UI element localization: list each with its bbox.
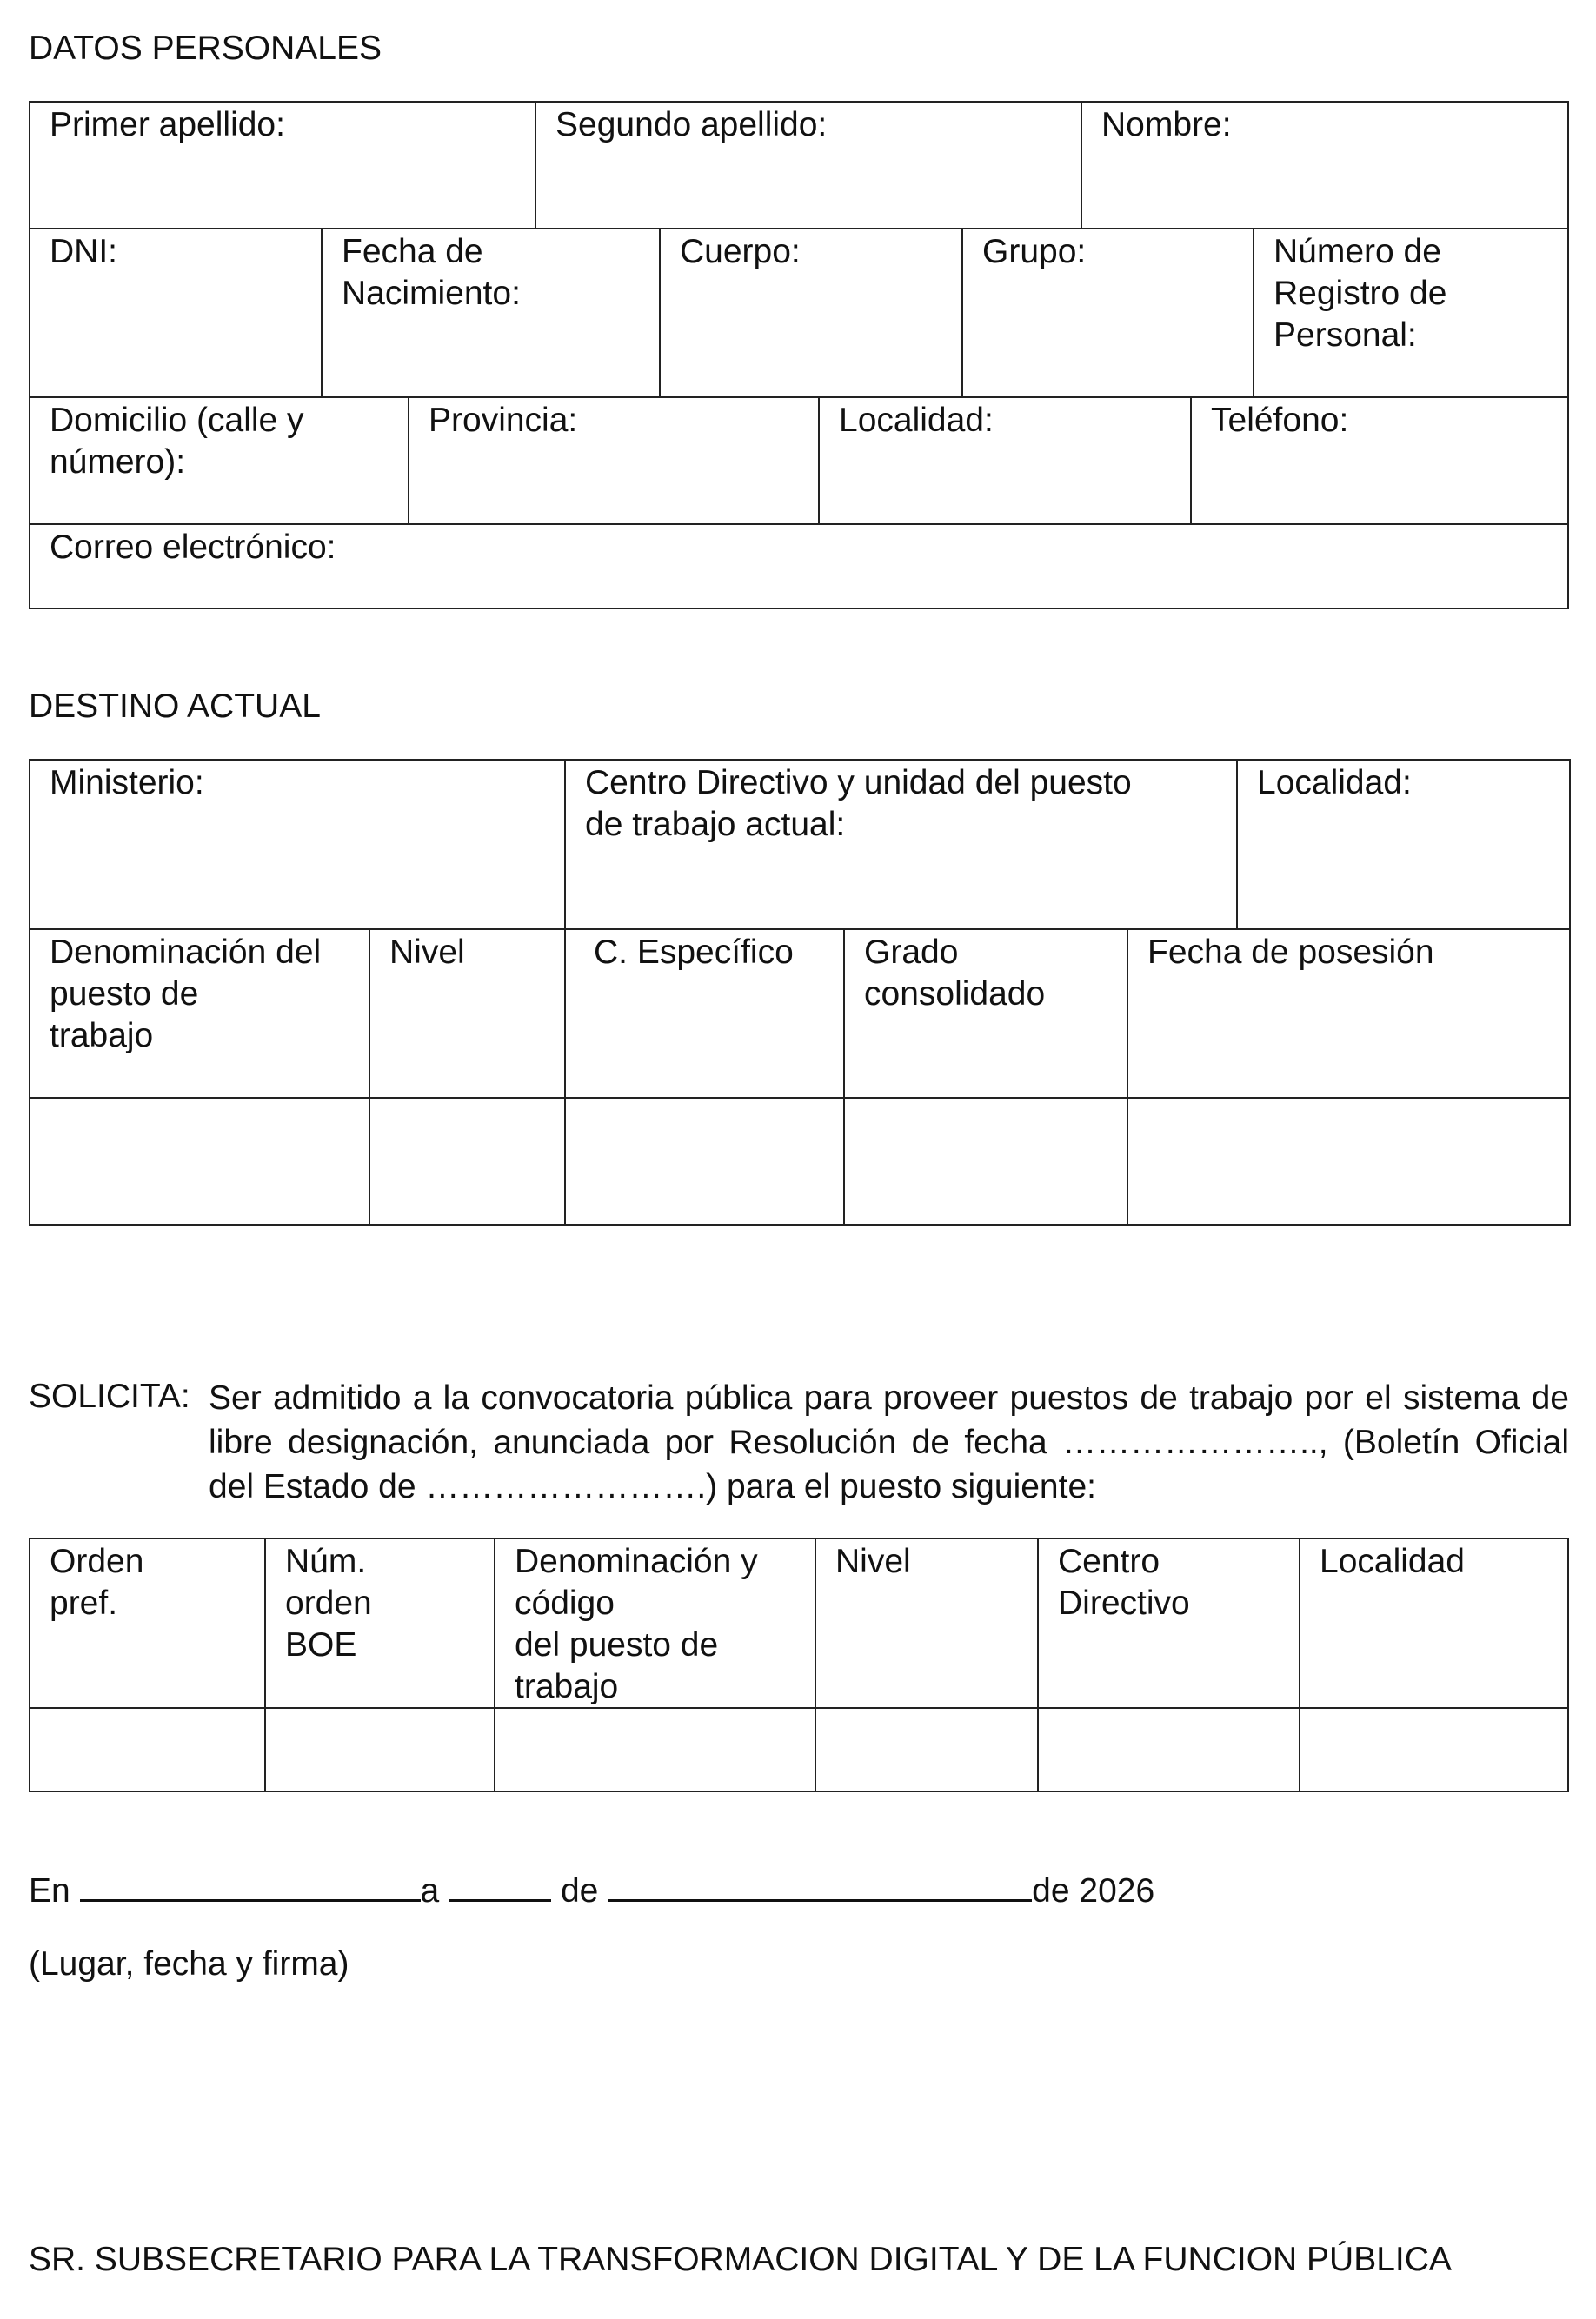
col-denominacion-codigo: Denominación y código del puesto de trabajo [515, 1543, 758, 1705]
solicita-text: Ser admitido a la convocatoria pública para proveer puestos de trabajo por el sistema de libre designación, anunciada por Resolución de fecha ………………….., (Boletín Oficial del Estado de …………………….) para el puesto siguiente: [209, 1379, 1569, 1505]
col-denominacion-puesto: Denominación del puesto de trabajo [50, 934, 322, 1054]
field-ministerio: Ministerio: [50, 764, 204, 801]
blank-mes [608, 1864, 1032, 1902]
field-numero-registro-personal: Número de Registro de Personal: [1273, 233, 1447, 354]
col-nivel: Nivel [389, 934, 465, 971]
field-telefono: Teléfono: [1211, 402, 1349, 439]
field-nombre: Nombre: [1101, 106, 1232, 143]
col-centro-directivo: Centro Directivo [1058, 1543, 1190, 1622]
blank-dia [449, 1864, 551, 1902]
blank-lugar [80, 1864, 421, 1902]
field-domicilio: Domicilio (calle y número): [50, 402, 304, 481]
col-c-especifico: C. Específico [594, 934, 794, 971]
col-fecha-posesion: Fecha de posesión [1147, 934, 1434, 971]
firma-caption: (Lugar, fecha y firma) [29, 1945, 349, 1983]
field-grupo: Grupo: [982, 233, 1087, 270]
firma-en: En [29, 1872, 70, 1910]
firma-a: a [420, 1872, 440, 1910]
field-fecha-nacimiento: Fecha de Nacimiento: [342, 233, 521, 312]
firma-de: de [560, 1872, 599, 1910]
field-primer-apellido: Primer apellido: [50, 106, 285, 143]
col-orden-pref: Orden pref. [50, 1543, 144, 1622]
place-date-line [29, 1864, 1154, 1912]
addressee: SR. SUBSECRETARIO PARA LA TRANSFORMACION DIGITAL Y DE LA FUNCION PÚBLICA [29, 2241, 1452, 2278]
field-localidad-destino: Localidad: [1257, 764, 1412, 801]
field-centro-directivo: Centro Directivo y unidad del puesto de trabajo actual: [585, 764, 1132, 843]
col-localidad-puesto: Localidad [1320, 1543, 1465, 1580]
section-heading-datos-personales: DATOS PERSONALES [29, 30, 382, 67]
field-correo-electronico: Correo electrónico: [50, 528, 336, 566]
field-dni: DNI: [50, 233, 117, 270]
col-nivel-puesto: Nivel [835, 1543, 911, 1580]
col-grado-consolidado: Grado consolidado [864, 934, 1046, 1013]
field-localidad: Localidad: [839, 402, 994, 439]
section-heading-destino-actual: DESTINO ACTUAL [29, 688, 321, 725]
field-cuerpo: Cuerpo: [680, 233, 801, 270]
field-segundo-apellido: Segundo apellido: [555, 106, 828, 143]
solicita-label: SOLICITA: [29, 1378, 190, 1415]
firma-de-year: de 2026 [1032, 1872, 1155, 1910]
col-num-orden-boe: Núm. orden BOE [285, 1543, 372, 1664]
field-provincia: Provincia: [429, 402, 578, 439]
